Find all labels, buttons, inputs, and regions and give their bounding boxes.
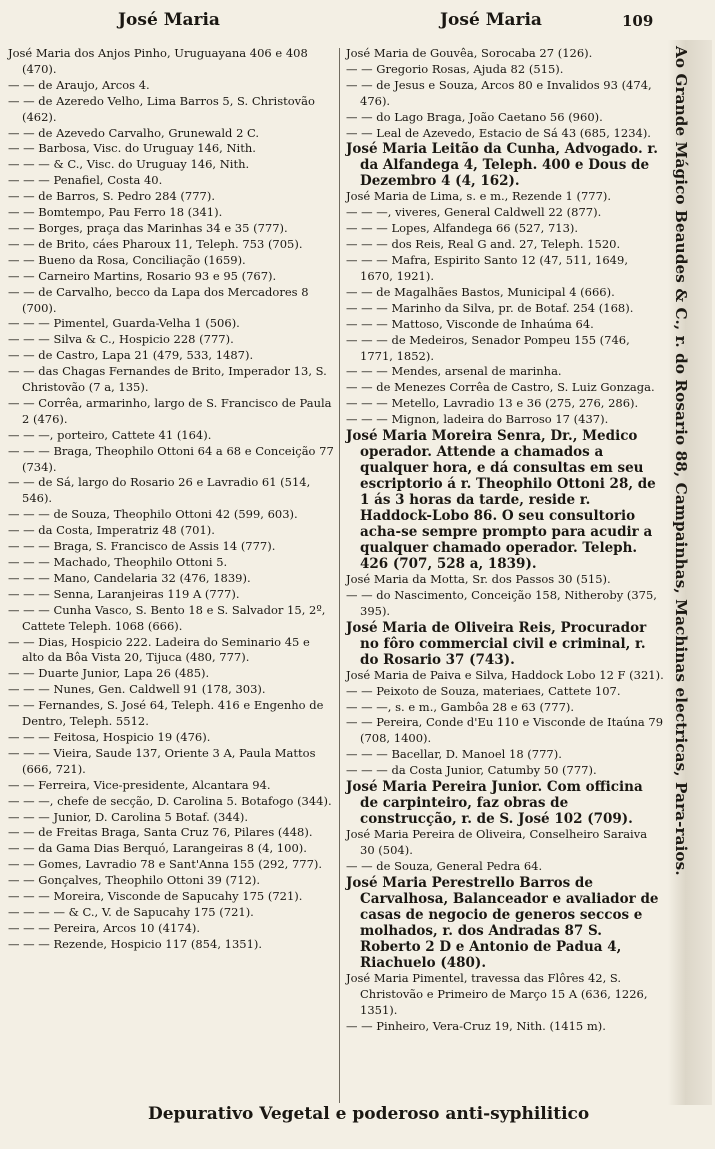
directory-entry: — — — Mignon, ladeira do Barroso 17 (437). [346, 412, 609, 427]
directory-entry: — — Ferreira, Vice-presidente, Alcantara 94. [8, 777, 271, 792]
directory-entry: — — —, viveres, General Caldwell 22 (877). [346, 205, 602, 220]
directory-entry: — — — Senna, Laranjeiras 119 A (777). [8, 586, 240, 601]
directory-entry: — — — Marinho da Silva, pr. de Botaf. 254 (168). [346, 300, 634, 315]
directory-entry: — — — Cunha Vasco, S. Bento 18 e S. Salvador 15, 2º, Cattete Teleph. 1068 (666). [8, 602, 326, 633]
directory-entry: — — Pereira, Conde d'Eu 110 e Visconde de Itaúna 79 (708, 1400). [346, 715, 664, 746]
directory-entry: — — —, s. e m., Gambôa 28 e 63 (777). [346, 699, 575, 714]
directory-entry: — — de Magalhães Bastos, Municipal 4 (666). [346, 284, 615, 299]
directory-entry-advertisement: José Maria Moreira Senra, Dr., Medico operador. Attende a chamados a qualquer hora, e dá consultas em seu escriptorio á r. Theophilo Ottoni 28, de 1 ás 3 horas da tarde, reside r. Haddock-Lobo 86. O seu consultorio acha-se sempre prompto para acudir a qualquer chamado operador. Teleph. 426 (707, 528 a, 1839). [346, 428, 656, 573]
directory-entry: — — de Sá, largo do Rosario 26 e Lavradio 61 (514, 546). [8, 475, 311, 506]
directory-entry: José Maria de Paiva e Silva, Haddock Lobo 12 F (321). [346, 667, 664, 682]
directory-entry: — — — Metello, Lavradio 13 e 36 (275, 276, 286). [346, 396, 639, 411]
directory-entry: — — das Chagas Fernandes de Brito, Imperador 13, S. Christovão (7 a, 135). [8, 364, 327, 395]
header-right-title: José Maria [440, 10, 542, 30]
directory-entry: — — — Braga, Theophilo Ottoni 64 a 68 e Conceição 77 (734). [8, 443, 334, 474]
directory-entry: — — Peixoto de Souza, materiaes, Cattete 107. [346, 683, 621, 698]
directory-entry: — — de Araujo, Arcos 4. [8, 77, 150, 92]
directory-entry: — — de Menezes Corrêa de Castro, S. Luiz Gonzaga. [346, 380, 655, 395]
directory-entry: — — — Rezende, Hospicio 117 (854, 1351). [8, 936, 263, 951]
directory-entry: — — — Nunes, Gen. Caldwell 91 (178, 303). [8, 682, 266, 697]
directory-entry: José Maria dos Anjos Pinho, Uruguayana 406 e 408 (470). [8, 46, 308, 76]
directory-entry: — — Gregorio Rosas, Ajuda 82 (515). [346, 61, 564, 76]
directory-entry: — — — Mafra, Espirito Santo 12 (47, 511, 1649, 1670, 1921). [346, 253, 628, 283]
page-number: 109 [622, 12, 654, 30]
footer-advertisement: Depurativo Vegetal e poderoso anti-syphilitico [148, 1104, 590, 1124]
directory-entry: — — Bomtempo, Pau Ferro 18 (341). [8, 205, 223, 220]
side-advertisement-text: Ao Grande Mágico Beaudes & C., r. do Rosario 88, Campainhas, Machinas electricas, Para-raios. [672, 46, 690, 876]
directory-entry: — — Leal de Azevedo, Estacio de Sá 43 (685, 1234). [346, 125, 651, 140]
directory-entry: — — Bueno da Rosa, Conciliação (1659). [8, 252, 246, 267]
directory-entry: — — — Bacellar, D. Manoel 18 (777). [346, 747, 562, 762]
directory-entry: — — — Braga, S. Francisco de Assis 14 (777). [8, 539, 276, 554]
directory-entry: — — — Mendes, arsenal de marinha. [346, 364, 562, 379]
directory-entry: José Maria de Gouvêa, Sorocaba 27 (126). [346, 46, 593, 60]
directory-entry: — — Borges, praça das Marinhas 34 e 35 (777). [8, 220, 288, 235]
directory-entry: — — — — & C., V. de Sapucahy 175 (721). [8, 904, 254, 919]
right-column [346, 46, 664, 1034]
directory-entry: — — — Pimentel, Guarda-Velha 1 (506). [8, 316, 240, 331]
directory-entry: — — Corrêa, armarinho, largo de S. Francisco de Paula 2 (476). [8, 395, 332, 426]
left-column [8, 46, 334, 953]
directory-entry: — — Gonçalves, Theophilo Ottoni 39 (712). [8, 873, 261, 888]
directory-entry: — — — Penafiel, Costa 40. [8, 173, 163, 188]
directory-entry: — — — Feitosa, Hospicio 19 (476). [8, 729, 211, 744]
directory-entry: José Maria da Motta, Sr. dos Passos 30 (515). [346, 572, 611, 587]
directory-entry-advertisement: José Maria Leitão da Cunha, Advogado. r. da Alfandega 4, Teleph. 400 e Dous de Dezembro 4 (4, 162). [346, 141, 658, 190]
directory-entry: — — de Azevedo Carvalho, Grunewald 2 C. [8, 125, 260, 140]
directory-entry: — — Carneiro Martins, Rosario 93 e 95 (767). [8, 268, 277, 283]
directory-entry: — — — Vieira, Saude 137, Oriente 3 A, Paula Mattos (666, 721). [8, 745, 316, 776]
directory-entry: — — — Moreira, Visconde de Sapucahy 175 (721). [8, 889, 303, 904]
directory-entry: — — Gomes, Lavradio 78 e Sant'Anna 155 (292, 777). [8, 857, 323, 872]
directory-entry: — — Duarte Junior, Lapa 26 (485). [8, 666, 210, 681]
directory-entry: — — do Nascimento, Conceição 158, Nitheroby (375, 395). [346, 587, 657, 618]
directory-entry: — — — Mano, Candelaria 32 (476, 1839). [8, 570, 251, 585]
directory-entry: — — — dos Reis, Real G and. 27, Teleph. 1520. [346, 237, 621, 252]
directory-entry: — — — de Souza, Theophilo Ottoni 42 (599, 603). [8, 507, 298, 522]
directory-entry-advertisement: José Maria Perestrello Barros de Carvalhosa, Balanceador e avaliador de casas de negocio de generos seccos e molhados, r. dos Andradas 87 S. Roberto 2 D e Antonio de Padua 4, Riachuelo (480). [346, 874, 659, 971]
directory-entry: — — — de Medeiros, Senador Pompeu 155 (746, 1771, 1852). [346, 332, 630, 363]
header-left-title: José Maria [118, 10, 220, 30]
directory-entry: — — — Silva & C., Hospicio 228 (777). [8, 332, 234, 347]
directory-entry: — — de Freitas Braga, Santa Cruz 76, Pilares (448). [8, 825, 313, 840]
directory-entry: — — de Castro, Lapa 21 (479, 533, 1487). [8, 348, 254, 363]
directory-entry: — — de Jesus e Souza, Arcos 80 e Invalidos 93 (474, 476). [346, 77, 652, 108]
directory-entry: — — —, porteiro, Cattete 41 (164). [8, 427, 212, 442]
directory-entry: José Maria Pereira de Oliveira, Conselheiro Saraiva 30 (504). [346, 827, 648, 857]
directory-entry: — — — Machado, Theophilo Ottoni 5. [8, 555, 228, 569]
directory-entry: — — da Costa, Imperatriz 48 (701). [8, 523, 215, 538]
directory-entry: — — — da Costa Junior, Catumby 50 (777). [346, 763, 597, 778]
page-header [0, 10, 660, 36]
directory-entry: — — Fernandes, S. José 64, Teleph. 416 e Engenho de Dentro, Teleph. 5512. [8, 698, 324, 729]
directory-entry: — — de Souza, General Pedra 64. [346, 858, 543, 873]
directory-entry: — — de Carvalho, becco da Lapa dos Mercadores 8 (700). [8, 284, 309, 315]
directory-entry: — — Pinheiro, Vera-Cruz 19, Nith. (1415 m). [346, 1018, 606, 1033]
directory-entry: José Maria Pimentel, travessa das Flôres 42, S. Christovão e Primeiro de Março 15 A (636, 1226, 1351). [346, 970, 648, 1017]
directory-entry: — — — Junior, D. Carolina 5 Botaf. (344). [8, 809, 249, 824]
directory-entry-advertisement: José Maria Pereira Junior. Com officina de carpinteiro, faz obras de construcção, r. de S. José 102 (709). [346, 779, 643, 828]
directory-entry: — — — Mattoso, Visconde de Inhaúma 64. [346, 316, 594, 331]
directory-entry: — — da Gama Dias Berquó, Larangeiras 8 (4, 100). [8, 841, 307, 856]
directory-entry: — — — Lopes, Alfandega 66 (527, 713). [346, 221, 579, 236]
directory-entry: — — Barbosa, Visc. do Uruguay 146, Nith. [8, 141, 256, 156]
directory-entry: — — de Barros, S. Pedro 284 (777). [8, 189, 215, 204]
column-divider [339, 48, 340, 1103]
directory-entry-advertisement: José Maria de Oliveira Reis, Procurador no fôro commercial civil e criminal, r. do Rosario 37 (743). [346, 619, 647, 668]
directory-entry: — — de Azeredo Velho, Lima Barros 5, S. Christovão (462). [8, 93, 315, 124]
directory-entry: — — de Brito, cáes Pharoux 11, Teleph. 753 (705). [8, 236, 303, 251]
directory-entry: — — — & C., Visc. do Uruguay 146, Nith. [8, 157, 250, 172]
directory-entry: — — do Lago Braga, João Caetano 56 (960). [346, 109, 603, 124]
directory-entry: — — —, chefe de secção, D. Carolina 5. Botafogo (344). [8, 793, 332, 808]
directory-entry: — — Dias, Hospicio 222. Ladeira do Seminario 45 e alto da Bôa Vista 20, Tijuca (480, 777). [8, 634, 310, 665]
directory-entry: José Maria de Lima, s. e m., Rezende 1 (777). [346, 189, 612, 204]
directory-entry: — — — Pereira, Arcos 10 (4174). [8, 920, 201, 935]
